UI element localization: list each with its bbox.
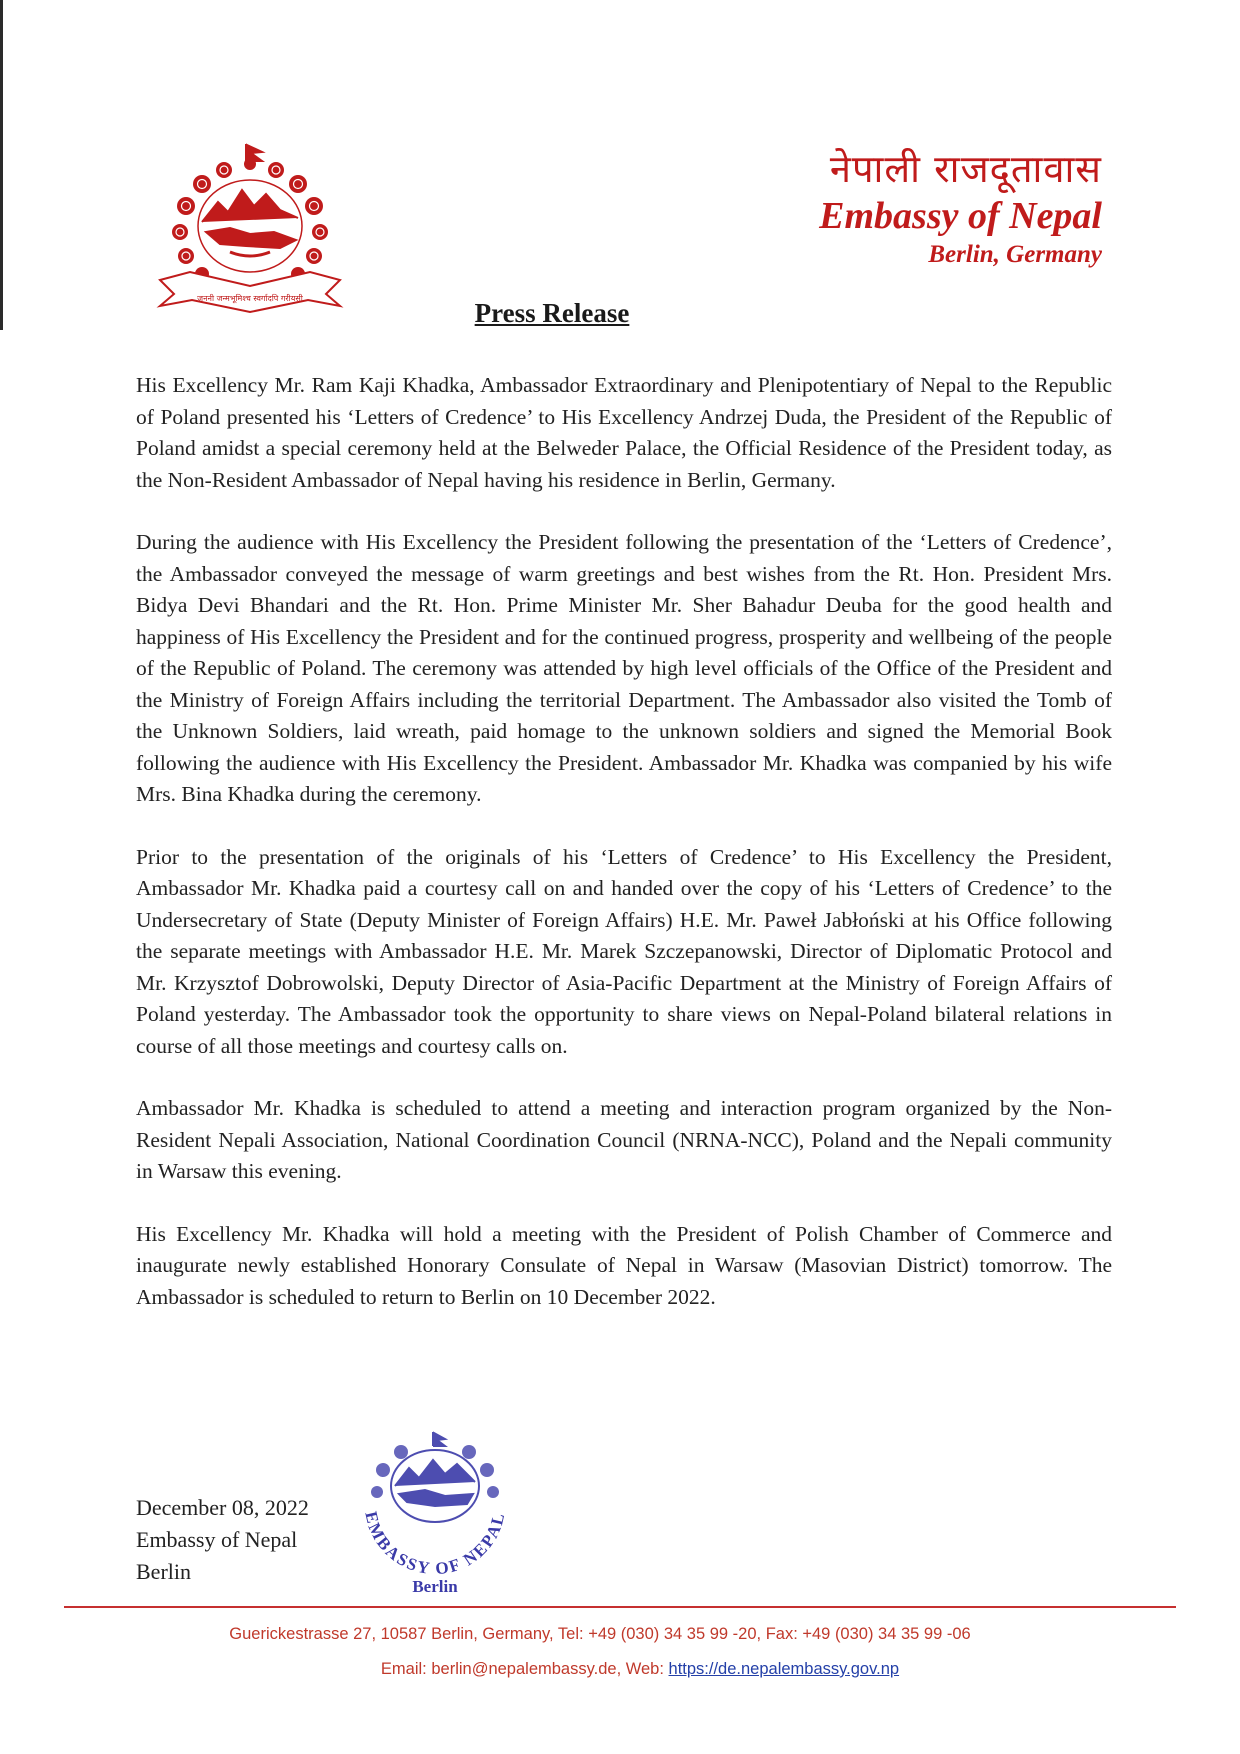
footer-divider — [64, 1606, 1176, 1608]
footer-email: Email: berlin@nepalembassy.de, Web: — [380, 1660, 669, 1678]
footer-web-link[interactable]: https://de.nepalembassy.gov.np — [668, 1660, 900, 1678]
paragraph-2: During the audience with His Excellency the President following the presentation of the ‘Letters of Credence’, the Ambassador conveyed the message of warm greetings and best wishes from the Rt. Hon. President Mrs. Bidya Devi Bhandari and the Rt. Hon. Prime Minister Mr. Sher Bahadur Deuba for the good health and happiness of His Excellency the President and for the continued progress, prosperity and wellbeing of the people of the Republic of Poland. The ceremony was attended by high level officials of the Office of the President and the Ministry of Foreign Affairs including the territorial Department. The Ambassador also visited the Tomb of the Unknown Soldiers, laid wreath, paid homage to the unknown soldiers and signed the Memorial Book following the audience with His Excellency the President. Ambassador Mr. Khadka was companied by his wife Mrs. Bina Khadka during the ceremony. — [136, 530, 1112, 806]
stamp-ring-text: EMBASSY OF NEPAL — [361, 1509, 509, 1579]
footer-contact — [20, 1658, 1240, 1680]
paragraph-3: Prior to the presentation of the originals of his ‘Letters of Credence’ to His Excellency the President, Ambassador Mr. Khadka paid a courtesy call on and handed over the copy of his ‘Letters of Credence’ to the Undersecretary of State (Deputy Minister of Foreign Affairs) H.E. Mr. Paweł Jabłoński at his Office following the separate meetings with Ambassador H.E. Mr. Marek Szczepanowski, Director of Diplomatic Protocol and Mr. Krzysztof Dobrowolski, Deputy Director of Asia-Pacific Department at the Ministry of Foreign Affairs of Poland yesterday. The Ambassador took the opportunity to share views on Nepal-Poland bilateral relations in course of all those meetings and courtesy calls on. — [136, 844, 1112, 1058]
letterhead-embassy-name: Embassy of Nepal — [819, 195, 1102, 237]
letterhead-city: Berlin, Germany — [928, 241, 1102, 268]
embassy-stamp-icon — [345, 1430, 525, 1598]
signoff-city: Berlin — [136, 1559, 191, 1584]
letterhead-nepali-name: नेपाली राजदूतावास — [829, 147, 1102, 191]
document-title: Press Release — [474, 298, 630, 328]
letterhead — [819, 145, 1102, 271]
stamp-city: Berlin — [412, 1577, 458, 1596]
signoff-org: Embassy of Nepal — [136, 1527, 298, 1552]
footer-address: Guerickestrasse 27, 10587 Berlin, Germany, Tel: +49 (030) 34 35 99 -20, Fax: +49 (030) 34 35 99 -06 — [229, 1625, 971, 1643]
paragraph-5: His Excellency Mr. Khadka will hold a meeting with the President of Polish Chamber of Commerce and inaugurate newly established Honorary Consulate of Nepal in Warsaw (Masovian District) tomorrow. The Ambassador is scheduled to return to Berlin on 10 December 2022. — [136, 1221, 1112, 1309]
svg-text:EMBASSY OF NEPAL — [361, 1510, 508, 1579]
paragraph-4: Ambassador Mr. Khadka is scheduled to attend a meeting and interaction program organized by the Non-Resident Nepali Association, National Coordination Council (NRNA-NCC), Poland and the Nepali community in Warsaw this evening. — [136, 1096, 1112, 1183]
document-body — [136, 370, 1112, 1344]
signoff-block — [136, 1492, 309, 1588]
nepal-emblem-icon — [150, 140, 350, 320]
emblem-motto: जननी जन्मभूमिश्च स्वर्गादपि गरीयसी — [197, 294, 303, 303]
signoff-date: December 08, 2022 — [136, 1495, 309, 1520]
scan-edge — [0, 0, 3, 330]
paragraph-1: His Excellency Mr. Ram Kaji Khadka, Ambassador Extraordinary and Plenipotentiary of Nepal to the Republic of Poland presented his ‘Letters of Credence’ to His Excellency Andrzej Duda, the President of the Republic of Poland amidst a special ceremony held at the Belweder Palace, the Official Residence of the President today, as the Non-Resident Ambassador of Nepal having his residence in Berlin, Germany. — [136, 373, 1112, 492]
